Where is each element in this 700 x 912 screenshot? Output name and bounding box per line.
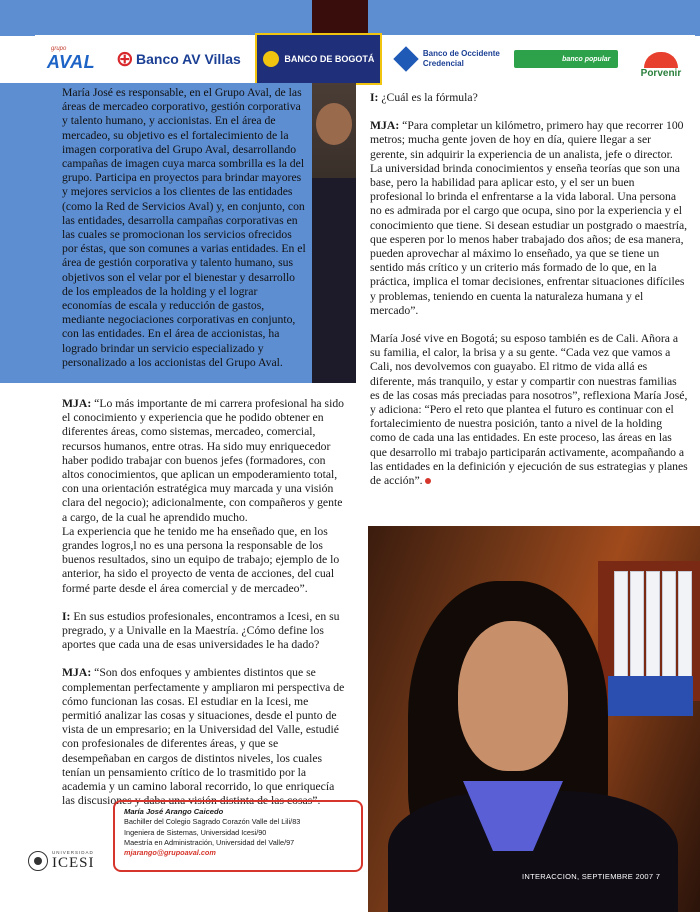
binder (662, 571, 676, 683)
av-villas-wordmark: Banco AV Villas (136, 51, 241, 67)
closing-paragraph (370, 332, 688, 488)
bio-line: Ingeniera de Sistemas, Universidad Icesi/90 (124, 827, 267, 837)
speaker-label: MJA: (62, 666, 92, 680)
icesi-wordmark (52, 850, 95, 872)
closing-text: María José vive en Bogotá; su esposo también es de Cali. Añora a su familia, el calor, la brisa y a su gente. “Cada vez que vamos a Cali, nos devolvemos con guayabo. El ritmo de vida allá es diferente, más tranquilo, y estar y compartir con nuestras familias es de las cosas más preciadas para nosotros”, reflexiona María José, y adiciona: “Pero el reto que plantea el futuro es continuar con el fortalecimiento de nuestra posición, tanto a nivel de la holding como de cada una las entidades. En este proceso, las áreas en las que desarrollo mi trabajo participarán activamente, acompañando a las entidades en la definición y ejecución de sus estrategias y planes de acción”. (370, 332, 688, 488)
icesi-logo (28, 850, 95, 872)
icesi-name: ICESI (52, 855, 95, 871)
popular-wordmark: banco popular (562, 55, 611, 63)
answer-text: “Lo más importante de mi carrera profesional ha sido el conocimiento y experiencia que he podido obtener en diferentes áreas, como sistemas, mercadeo, comercial, recursos humanos, entre otras. Ha sido muy enriquecedor haber podido trabajar con buenos jefes (formadores, con altos conocimientos, que aplican un empoderamiento total, con una orientación estratégica muy marcada y una visión clara del negocio); adicionalmente, con compañeros y gente a cargo, de la cual he aprendido mucho. (62, 397, 345, 524)
occidente-line-2: Credencial (422, 59, 464, 68)
av-villas-mark-icon: ⊕ (115, 46, 134, 71)
binder (678, 571, 692, 683)
right-column (370, 91, 688, 502)
icesi-seal-icon (28, 851, 48, 871)
bogota-wordmark: BANCO DE BOGOTÁ (284, 54, 375, 64)
answer-text-continued: La experiencia que he tenido me ha enseñado que, en los grandes logros,l no es una persona la responsable de los buenos resultados, sino un equipo de trabajo; ejemplo de lo anterior, ha sido el proyecto de venta de acciones, del cual formé parte desde el área comercial y de mercadeo”. (62, 524, 340, 595)
top-photo-strip (312, 0, 368, 36)
bio-name: María José Arango Caicedo (124, 807, 224, 816)
porvenir-logo (633, 39, 689, 79)
question-text: ¿Cuál es la fórmula? (378, 91, 478, 104)
portrait-face (316, 103, 352, 145)
banco-de-occidente-logo (397, 39, 500, 79)
sponsor-logo-strip (35, 35, 695, 83)
answer-paragraph-2 (62, 666, 348, 808)
occidente-diamond-icon (393, 46, 418, 71)
occidente-wordmark (423, 49, 500, 69)
speaker-label: MJA: (62, 397, 92, 410)
bogota-coin-icon (263, 51, 279, 67)
portrait-photo-large (368, 526, 700, 912)
bio-email-link[interactable]: mjarango@grupoaval.com (124, 848, 216, 858)
portrait-face (458, 621, 568, 771)
page-footer-caption: INTERACCION, SEPTIEMBRE 2007 7 (522, 872, 661, 881)
aval-prefix: grupo (51, 45, 67, 52)
banco-de-bogota-logo (255, 33, 382, 85)
bio-box (113, 800, 363, 872)
portrait-photo-small (312, 83, 356, 383)
speaker-label: I: (62, 609, 71, 623)
binder (646, 571, 660, 683)
banco-av-villas-logo (116, 39, 241, 79)
porvenir-wordmark: Porvenir (640, 68, 682, 79)
occidente-line-1: Banco de Occidente (422, 49, 500, 58)
speaker-label: MJA: (370, 119, 400, 133)
icesi-univ-label: UNIVERSIDAD (52, 850, 94, 855)
binder (630, 571, 644, 683)
speaker-label: I: (370, 91, 379, 104)
answer-text: “Para completar un kilómetro, primero hay que recorrer 100 metros; mucha gente joven de hoy en día, quiere llegar a ser gerente, sin adquirir la experiencia de un analista, jefe o director. La universidad brinda conocimientos y enseña teorías que son una base, pero la habilidad para aplicar esto, y el ser un buen profesional lo brinda el enfrentarse a la vida laboral. Una persona no es admirada por el cargo que ocupa, sino por la experiencia y el conocimiento que tiene. Si desean estudiar un postgrado o maestría, que esperen por lo menos haber trabajado dos años; de esa manera, pueden aprovechar al máximo lo enseñado, ya que se tiene un sentido más crítico y un criterio más formado de lo que, en la práctica, implica el tomar decisiones, enfrentar situaciones difíciles y problemas, teniendo en cuenta la naturaleza humana y el mercado”. (370, 119, 688, 317)
portrait-jacket (312, 178, 356, 383)
porvenir-sun-icon (644, 52, 678, 68)
bio-line: Maestría en Administración, Universidad del Valle/97 (124, 837, 295, 847)
answer-text: “Son dos enfoques y ambientes distintos que se complementan perfectamente y ampliaron mi perspectiva de cómo funcionan las cosas. El estudiar en la Icesi, me permitió analizar las cosas y situaciones, desde el punto de vista de un empresario; en la Universidad del Valle, estudié con profesionales de diferentes áreas, y que se desempeñaban en cargos de distintos niveles, los cuales tenían un pensamiento crítico de lo trasmitido por la academia y un camino laboral recorrido, lo que enriquecía las discusiones y daba una visión distinta de las cosas”. (62, 666, 345, 808)
answer-paragraph-1 (62, 397, 348, 596)
left-column (62, 397, 348, 822)
aval-wordmark: AVAL (46, 51, 96, 72)
answer-paragraph-formula (370, 119, 688, 318)
question-paragraph-2 (62, 610, 348, 653)
end-mark-icon (425, 478, 431, 484)
blue-box (608, 676, 693, 716)
binder (614, 571, 628, 683)
question-paragraph-1 (370, 91, 688, 105)
question-text: En sus estudios profesionales, encontramos a Icesi, en su pregrado, y a Univalle en la Maestría. ¿Cómo define los aportes que cada una de esas universidades le ha dado? (62, 609, 340, 652)
grupo-aval-logo (41, 39, 101, 79)
intro-paragraph: María José es responsable, en el Grupo Aval, de las áreas de mercadeo corporativo, gestión corporativa y talento humano, y accionistas. En el área de mercadeo, su objetivo es el fortalecimiento de la imagen corporativa del Grupo Aval, desarrollando campañas de imagen cuya marca sombrilla es la del grupo. Participa en proyectos para brindar mayores y mejores servicios a los clientes de las entidades (como la Red de Servicios Aval) y, en conjunto, con las entidades, desarrolla campañas corporativas en las cuales se promocionan los servicios ofrecidos por éstas, que son comunes a varias entidades. En el área de gestión corporativa y talento humano, sus objetivos son el velar por el bienestar y desarrollo de los empleados de la holding y el lograr economías de escala y reducción de gastos, mediante negociaciones corporativas en conjunto, con las entidades. En el área de accionistas, ha logrado brindar un servicio especializado y personalizado a los accionistas del Grupo Aval. (62, 86, 306, 369)
bio-line: Bachiller del Colegio Sagrado Corazón Valle del Lili/83 (124, 817, 301, 827)
banco-popular-logo (514, 50, 618, 68)
